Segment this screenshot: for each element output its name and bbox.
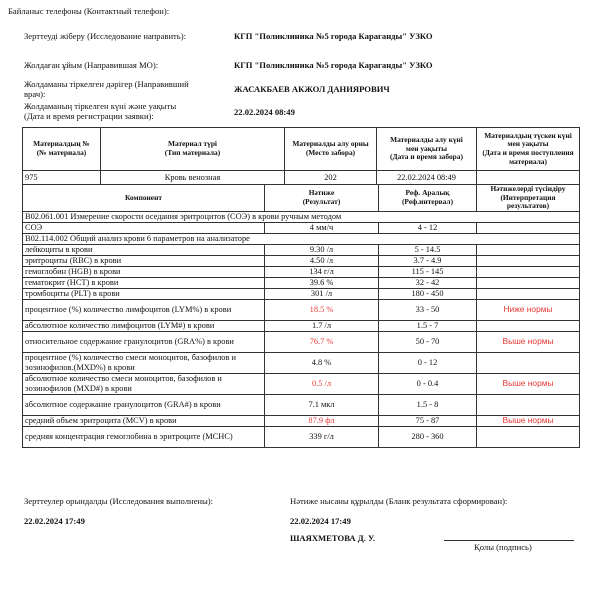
component-cell: лейкоциты в крови: [23, 244, 265, 255]
table-row: [23, 244, 580, 255]
collection-place-cell: 202: [285, 171, 377, 185]
receipt-datetime-cell: [477, 171, 580, 185]
referring-doctor-label-line1: Жолдаманы тіркелген дәрігер (Направивший: [24, 79, 189, 89]
phone-label: Байланыс телефоны (Контактный телефон):: [8, 6, 170, 16]
reference-interval-header: [379, 185, 477, 212]
interpretation-header-text: Нәтижелерді түсіндіру (Интерпретация результатов): [490, 184, 566, 211]
signature-label: Қолы (подпись): [474, 542, 532, 552]
result-header-text: Нәтиже (Результат): [302, 188, 341, 206]
component-cell: гемоглобин (HGB) в крови: [23, 266, 265, 277]
component-cell: абсолютное содержание гранулоцитов (GRA#) в крови: [23, 394, 265, 415]
reference-interval-header-text: Реф. Аралық (Реф.интервал): [401, 188, 454, 206]
section-row-esr: [23, 211, 580, 222]
signer-name: ШАЯХМЕТОВА Д. У.: [290, 533, 376, 543]
registration-label-line1: Жолдаманың тіркелген күні және уақыты: [24, 101, 177, 111]
reference-cell: 1.5 - 8: [379, 394, 477, 415]
section-row-cbc: [23, 233, 580, 244]
section-title-esr: B02.061.001 Измерение скорости оседания эритроцитов (СОЭ) в крови ручным методом: [23, 211, 580, 222]
interpretation-cell: [477, 426, 580, 447]
result-cell: 4.50 /л: [265, 255, 379, 266]
result-cell: 339 г/л: [265, 426, 379, 447]
results-table: [22, 184, 580, 448]
table-row: [23, 415, 580, 426]
table-row: [23, 255, 580, 266]
interpretation-cell: Выше нормы: [477, 415, 580, 426]
table-row: [23, 320, 580, 331]
tests-done-datetime: 22.02.2024 17:49: [24, 516, 85, 526]
interpretation-header: [477, 185, 580, 212]
form-created-datetime: 22.02.2024 17:49: [290, 516, 351, 526]
result-header: [265, 185, 379, 212]
reference-cell: 280 - 360: [379, 426, 477, 447]
component-header: [23, 185, 265, 212]
collection-datetime-cell: 22.02.2024 08:49: [377, 171, 477, 185]
tests-done-label: Зерттеулер орындалды (Исследования выполнены):: [24, 496, 214, 506]
interpretation-cell: Выше нормы: [477, 373, 580, 394]
interpretation-cell: [477, 394, 580, 415]
material-type-header-text: Материал түрі (Тип материала): [164, 139, 221, 157]
reference-cell: 115 - 145: [379, 266, 477, 277]
result-cell: 4.8 %: [265, 352, 379, 373]
component-cell: абсолютное количество лимфоцитов (LYM#) в крови: [23, 320, 265, 331]
receipt-datetime-header: [477, 128, 580, 171]
collection-place-header: [285, 128, 377, 171]
material-number-header: [23, 128, 101, 171]
interpretation-cell: Ниже нормы: [477, 299, 580, 320]
table-row: [23, 266, 580, 277]
interpretation-cell: [477, 352, 580, 373]
referring-org-label: Жолдаған ұйым (Направившая МО):: [24, 60, 159, 70]
material-type-cell: Кровь венозная: [101, 171, 285, 185]
interpretation-cell: Выше нормы: [477, 331, 580, 352]
interpretation-cell: [477, 288, 580, 299]
interpretation-cell: [477, 244, 580, 255]
referring-doctor-value: ЖАСАКБАЕВ АКЖОЛ ДАНИЯРОВИЧ: [234, 84, 390, 94]
sent-to-value: КГП "Поликлиника №5 города Караганды" УЗКО: [234, 31, 433, 41]
result-cell: 301 /л: [265, 288, 379, 299]
interpretation-cell: [477, 277, 580, 288]
results-table-header-row: [23, 185, 580, 212]
component-cell: гематокрит (HCT) в крови: [23, 277, 265, 288]
component-cell: средняя концентрация гемоглобина в эритроците (MCHC): [23, 426, 265, 447]
table-row: [23, 426, 580, 447]
receipt-datetime-header-text: Материалдың түскен күні мен уақыты (Дата и время поступления материала): [482, 130, 574, 166]
result-cell: 1.7 /л: [265, 320, 379, 331]
collection-datetime-header: [377, 128, 477, 171]
component-cell: процентное (%) количество смеси моноцитов, базофилов и эозинофилов.(MXD%) в крови: [23, 352, 265, 373]
reference-cell: 1.5 - 7: [379, 320, 477, 331]
reference-cell: 0 - 12: [379, 352, 477, 373]
result-cell: 9.30 /л: [265, 244, 379, 255]
reference-cell: 3.7 - 4.9: [379, 255, 477, 266]
table-row: [23, 222, 580, 233]
collection-place-header-text: Материалды алу орны (Место забора): [292, 139, 369, 157]
material-type-header: [101, 128, 285, 171]
interpretation-cell: [477, 222, 580, 233]
material-table: [22, 127, 580, 185]
registration-datetime-value: 22.02.2024 08:49: [234, 107, 295, 117]
material-table-row: [23, 171, 580, 185]
collection-datetime-header-text: Материалды алу күні мен уақыты (Дата и время забора): [390, 135, 463, 162]
result-cell: 7.1 мкл: [265, 394, 379, 415]
result-cell: 39.6 %: [265, 277, 379, 288]
reference-cell: 4 - 12: [379, 222, 477, 233]
component-cell: СОЭ: [23, 222, 265, 233]
registration-label-line2: (Дата и время регистрации заявки):: [24, 111, 154, 121]
reference-cell: 180 - 450: [379, 288, 477, 299]
table-row: [23, 331, 580, 352]
section-title-cbc: B02.114.002 Общий анализ крови 6 параметров на анализаторе: [23, 233, 580, 244]
table-row: [23, 373, 580, 394]
material-number-header-text: Материалдың № (№ материала): [33, 139, 90, 157]
table-row: [23, 352, 580, 373]
sent-to-label: Зерттеуді жіберу (Исследование направить):: [24, 31, 186, 41]
table-row: [23, 299, 580, 320]
component-header-text: Компонент: [125, 192, 162, 202]
result-cell: 87.9 фл: [265, 415, 379, 426]
component-cell: средний объем эритроцита (MCV) в крови: [23, 415, 265, 426]
component-cell: абсолютное количество смеси моноцитов, базофилов и эозинофилов (MXD#) в крови: [23, 373, 265, 394]
result-cell: 4 мм/ч: [265, 222, 379, 233]
table-row: [23, 394, 580, 415]
reference-cell: 75 - 87: [379, 415, 477, 426]
interpretation-cell: [477, 255, 580, 266]
component-cell: тромбоциты (PLT) в крови: [23, 288, 265, 299]
interpretation-cell: [477, 320, 580, 331]
reference-cell: 50 - 70: [379, 331, 477, 352]
component-cell: относительное содержание гранулоцитов (GRA%) в крови: [23, 331, 265, 352]
table-row: [23, 277, 580, 288]
form-created-label: Нәтиже нысаны құрылды (Бланк результата сформирован):: [290, 496, 508, 506]
table-row: [23, 288, 580, 299]
reference-cell: 5 - 14.5: [379, 244, 477, 255]
component-cell: процентное (%) количество лимфоцитов (LYM%) в крови: [23, 299, 265, 320]
interpretation-cell: [477, 266, 580, 277]
component-cell: эритроциты (RBC) в крови: [23, 255, 265, 266]
result-cell: 76.7 %: [265, 331, 379, 352]
referring-org-value: КГП "Поликлиника №5 города Караганды" УЗКО: [234, 60, 433, 70]
result-cell: 134 г/л: [265, 266, 379, 277]
material-number-cell: 975: [23, 171, 101, 185]
results-table-body: [23, 185, 580, 448]
reference-cell: 33 - 50: [379, 299, 477, 320]
reference-cell: 0 - 0.4: [379, 373, 477, 394]
result-cell: 0.5 /л: [265, 373, 379, 394]
material-table-header-row: [23, 128, 580, 171]
result-cell: 18.5 %: [265, 299, 379, 320]
reference-cell: 32 - 42: [379, 277, 477, 288]
referring-doctor-label-line2: врач):: [24, 89, 46, 99]
signature-line: [444, 540, 574, 541]
